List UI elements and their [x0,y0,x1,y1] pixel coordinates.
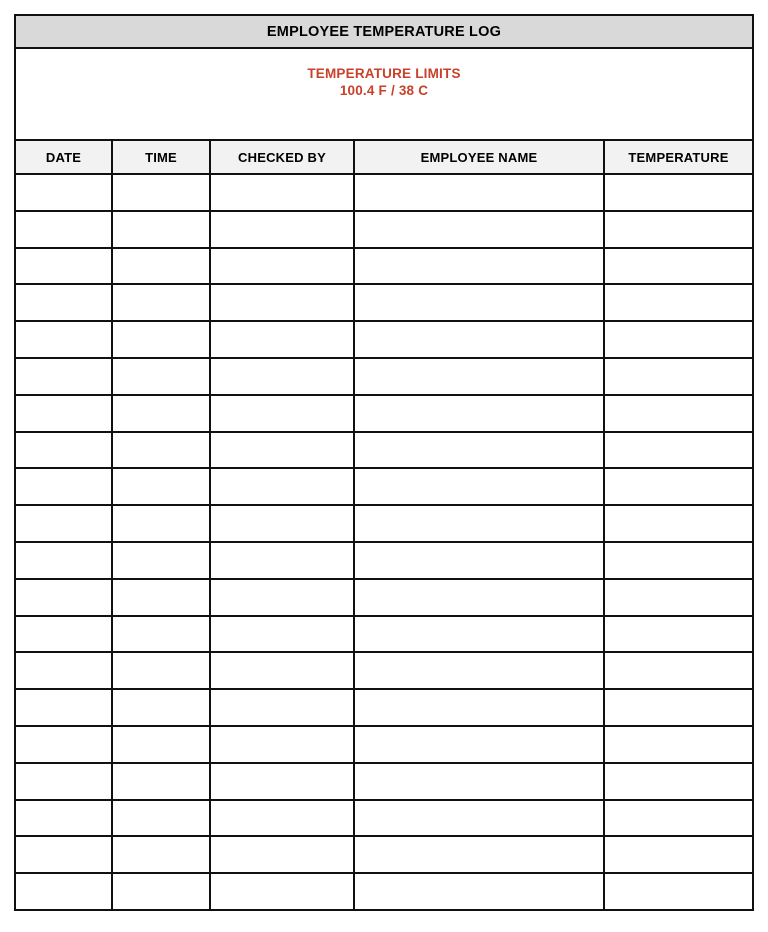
cell-time[interactable] [112,358,210,395]
cell-date[interactable] [16,248,112,285]
cell-temperature[interactable] [604,763,752,800]
cell-time[interactable] [112,873,210,909]
cell-employee[interactable] [354,395,604,432]
cell-employee[interactable] [354,873,604,909]
cell-temperature[interactable] [604,579,752,616]
cell-employee[interactable] [354,689,604,726]
cell-time[interactable] [112,726,210,763]
table-row[interactable] [16,873,752,909]
table-row[interactable] [16,616,752,653]
cell-date[interactable] [16,542,112,579]
cell-employee[interactable] [354,248,604,285]
table-header [16,141,752,174]
cell-temperature[interactable] [604,652,752,689]
table-row[interactable] [16,542,752,579]
table-header-row [16,141,752,174]
cell-checked_by[interactable] [210,321,354,358]
cell-checked_by[interactable] [210,763,354,800]
cell-employee[interactable] [354,174,604,211]
cell-employee[interactable] [354,284,604,321]
cell-time[interactable] [112,432,210,469]
cell-temperature[interactable] [604,505,752,542]
temperature-limits-value: 100.4 F / 38 C [339,83,429,98]
cell-temperature[interactable] [604,468,752,505]
table-row[interactable] [16,689,752,726]
cell-temperature[interactable] [604,395,752,432]
cell-date[interactable] [16,616,112,653]
cell-date[interactable] [16,763,112,800]
cell-temperature[interactable] [604,689,752,726]
table-body [16,174,752,909]
cell-employee[interactable] [354,763,604,800]
cell-employee[interactable] [354,542,604,579]
cell-temperature[interactable] [604,432,752,469]
cell-date[interactable] [16,873,112,909]
table-row[interactable] [16,248,752,285]
cell-checked_by[interactable] [210,800,354,837]
table-row[interactable] [16,726,752,763]
table-row[interactable] [16,358,752,395]
document-title-bar [16,16,752,49]
cell-employee[interactable] [354,432,604,469]
cell-employee[interactable] [354,211,604,248]
cell-date[interactable] [16,174,112,211]
cell-temperature[interactable] [604,284,752,321]
cell-date[interactable] [16,468,112,505]
cell-date[interactable] [16,358,112,395]
cell-time[interactable] [112,800,210,837]
cell-time[interactable] [112,616,210,653]
table-row[interactable] [16,836,752,873]
cell-temperature[interactable] [604,211,752,248]
cell-time[interactable] [112,689,210,726]
cell-temperature[interactable] [604,836,752,873]
cell-checked_by[interactable] [210,432,354,469]
cell-temperature[interactable] [604,358,752,395]
column-header-employee-name: EMPLOYEE NAME [354,141,604,174]
cell-employee[interactable] [354,321,604,358]
cell-time[interactable] [112,505,210,542]
table-row[interactable] [16,432,752,469]
cell-time[interactable] [112,211,210,248]
table-row[interactable] [16,800,752,837]
cell-checked_by[interactable] [210,836,354,873]
cell-checked_by[interactable] [210,284,354,321]
cell-date[interactable] [16,211,112,248]
cell-date[interactable] [16,321,112,358]
cell-temperature[interactable] [604,616,752,653]
cell-checked_by[interactable] [210,358,354,395]
table-row[interactable] [16,174,752,211]
cell-time[interactable] [112,248,210,285]
column-header-date: DATE [16,141,112,174]
cell-checked_by[interactable] [210,652,354,689]
cell-time[interactable] [112,284,210,321]
table-row[interactable] [16,505,752,542]
cell-date[interactable] [16,579,112,616]
cell-employee[interactable] [354,652,604,689]
cell-checked_by[interactable] [210,174,354,211]
column-header-time: TIME [112,141,210,174]
cell-time[interactable] [112,542,210,579]
cell-checked_by[interactable] [210,726,354,763]
cell-employee[interactable] [354,579,604,616]
cell-checked_by[interactable] [210,395,354,432]
table-row[interactable] [16,395,752,432]
cell-employee[interactable] [354,468,604,505]
table-row[interactable] [16,321,752,358]
column-header-checked-by: CHECKED BY [210,141,354,174]
temperature-limits-box [16,49,752,141]
cell-temperature[interactable] [604,726,752,763]
cell-date[interactable] [16,284,112,321]
cell-employee[interactable] [354,836,604,873]
cell-employee[interactable] [354,726,604,763]
cell-time[interactable] [112,652,210,689]
page-title: EMPLOYEE TEMPERATURE LOG [266,23,502,40]
table-row[interactable] [16,652,752,689]
cell-time[interactable] [112,468,210,505]
cell-date[interactable] [16,689,112,726]
cell-time[interactable] [112,836,210,873]
cell-time[interactable] [112,763,210,800]
table-row[interactable] [16,468,752,505]
cell-temperature[interactable] [604,873,752,909]
table-row[interactable] [16,211,752,248]
cell-checked_by[interactable] [210,505,354,542]
cell-temperature[interactable] [604,800,752,837]
cell-date[interactable] [16,395,112,432]
cell-date[interactable] [16,836,112,873]
table-row[interactable] [16,763,752,800]
cell-date[interactable] [16,432,112,469]
cell-checked_by[interactable] [210,579,354,616]
cell-time[interactable] [112,395,210,432]
table-row[interactable] [16,284,752,321]
cell-time[interactable] [112,321,210,358]
cell-checked_by[interactable] [210,468,354,505]
cell-checked_by[interactable] [210,248,354,285]
cell-employee[interactable] [354,800,604,837]
cell-date[interactable] [16,652,112,689]
cell-checked_by[interactable] [210,211,354,248]
cell-temperature[interactable] [604,542,752,579]
cell-checked_by[interactable] [210,689,354,726]
cell-time[interactable] [112,174,210,211]
cell-date[interactable] [16,505,112,542]
cell-employee[interactable] [354,358,604,395]
temperature-log-table [16,141,752,909]
temperature-log-sheet [14,14,754,911]
cell-time[interactable] [112,579,210,616]
cell-checked_by[interactable] [210,873,354,909]
cell-temperature[interactable] [604,174,752,211]
cell-employee[interactable] [354,616,604,653]
cell-checked_by[interactable] [210,542,354,579]
cell-date[interactable] [16,800,112,837]
column-header-temperature: TEMPERATURE [604,141,752,174]
table-row[interactable] [16,579,752,616]
cell-temperature[interactable] [604,321,752,358]
cell-checked_by[interactable] [210,616,354,653]
cell-temperature[interactable] [604,248,752,285]
cell-date[interactable] [16,726,112,763]
cell-employee[interactable] [354,505,604,542]
temperature-limits-heading: TEMPERATURE LIMITS [307,66,461,82]
